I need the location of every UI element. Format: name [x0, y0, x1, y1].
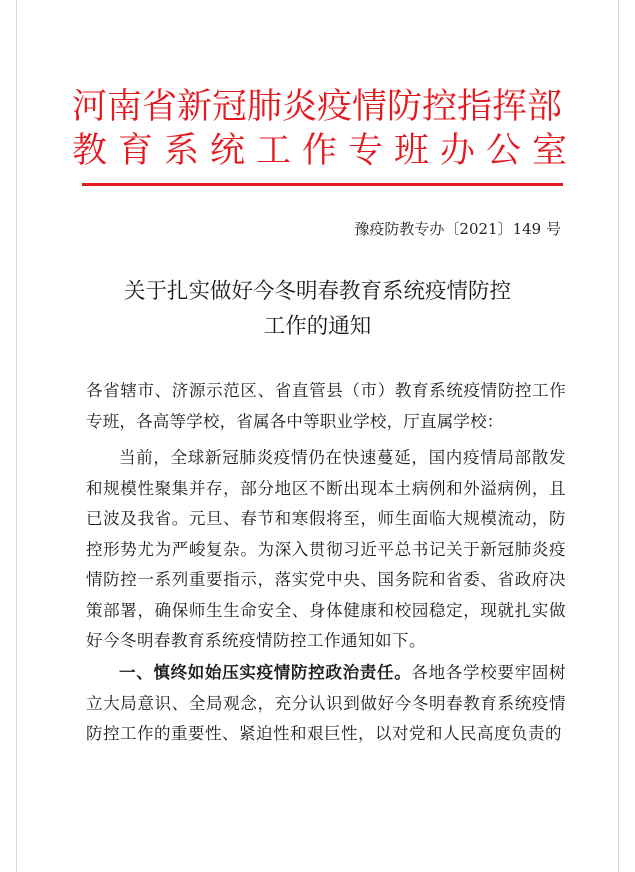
- document-number: 豫疫防教专办〔2021〕149 号: [354, 220, 561, 238]
- body-paragraph-2: [86, 658, 566, 750]
- page-edge-left: [16, 0, 17, 872]
- body-paragraph-1: 当前，全球新冠肺炎疫情仍在快速蔓延，国内疫情局部散发和规模性聚集并存，部分地区不断出现本土病例和外溢病例，且已波及我省。元旦、春节和寒假将至，师生面临大规模流动，防控形势尤为严峻复杂。为深入贯彻习近平总书记关于新冠肺炎疫情防控一系列重要指示，落实党中央、国务院和省委、省政府决策部署，确保师生生命安全、身体健康和校园稳定，现就扎实做好今冬明春教育系统疫情防控工作通知如下。: [86, 448, 566, 650]
- issuer-header-line-2: 教育系统工作专班办公室: [72, 131, 579, 171]
- red-separator-rule: [82, 183, 563, 186]
- section-heading-1: 一、慎终如始压实疫情防控政治责任。: [119, 663, 412, 682]
- body-paragraph-2-text: 各地各学校要牢固树立大局意识、全局观念，充分认识到做好今冬明春教育系统疫情防控工作的重要性、紧迫性和艰巨性，以对党和人民高度负责的: [86, 663, 567, 743]
- document-title-line-2: 工作的通知: [263, 314, 372, 339]
- issuer-header-line-1: 河南省新冠肺炎疫情防控指挥部: [72, 87, 563, 127]
- document-title-line-1: 关于扎实做好今冬明春教育系统疫情防控: [123, 279, 511, 304]
- recipients-paragraph: 各省辖市、济源示范区、省直管县（市）教育系统疫情防控工作专班，各高等学校，省属各中等职业学校，厅直属学校：: [86, 381, 566, 431]
- page-edge-right: [618, 0, 619, 872]
